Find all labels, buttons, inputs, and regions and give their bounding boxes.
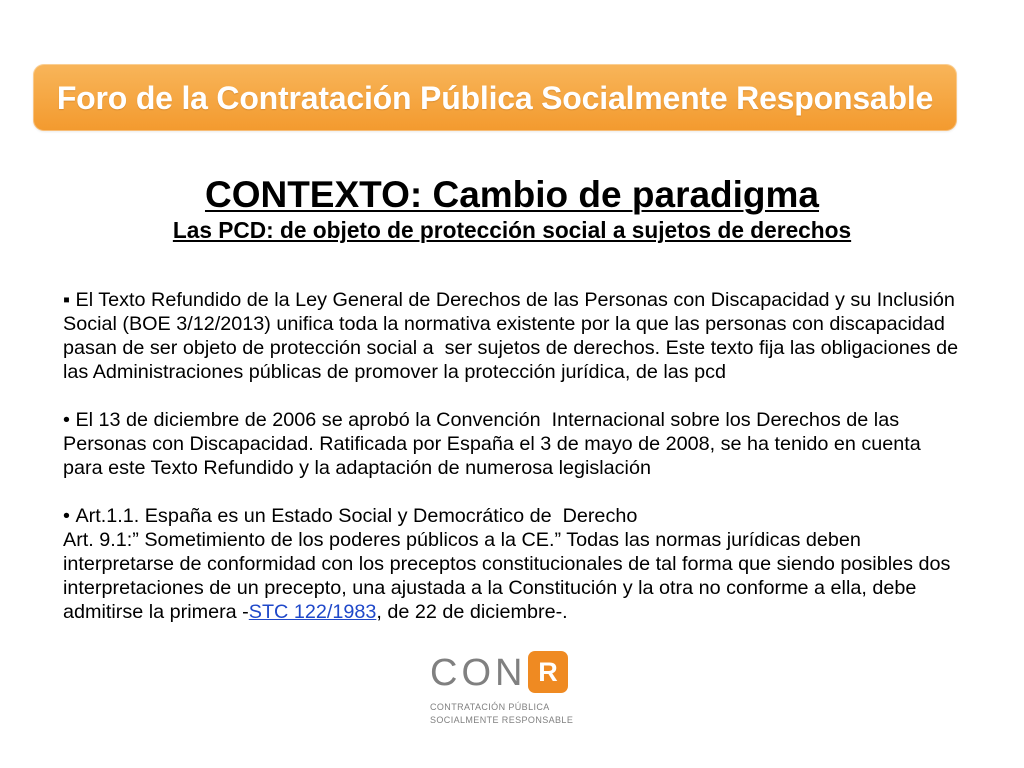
text-line bbox=[63, 504, 958, 528]
conr-logo bbox=[430, 648, 575, 730]
line-text: El 13 de diciembre de 2006 se aprobó la Convención Internacional sobre los Derechos de las bbox=[75, 409, 900, 431]
text-line bbox=[63, 552, 958, 576]
paragraph-constitucion bbox=[63, 504, 958, 624]
text-line bbox=[63, 432, 958, 456]
paragraph-ley-general bbox=[63, 288, 958, 384]
logo-tagline-line: CONTRATACIÓN PÚBLICA bbox=[430, 702, 550, 712]
line-text: Art.1.1. España es un Estado Social y Democrático de Derecho bbox=[75, 505, 638, 527]
paragraph-convencion bbox=[63, 408, 958, 480]
line-text: El Texto Refundido de la Ley General de Derechos de las Personas con Discapacidad y su Inclusión bbox=[75, 289, 955, 311]
text-line bbox=[63, 336, 958, 360]
text-line-with-link bbox=[63, 600, 958, 624]
slide-title: CONTEXTO: Cambio de paradigma bbox=[204, 174, 820, 215]
text-line bbox=[63, 408, 958, 432]
logo-wordmark: CON bbox=[430, 652, 527, 694]
line-text: para este Texto Refundido y la adaptación de numerosa legislación bbox=[63, 457, 651, 479]
bullet-dot: • bbox=[63, 505, 70, 527]
line-text: pasan de ser objeto de protección social a ser sujetos de derechos. Este texto fija las obligaciones de bbox=[63, 337, 959, 359]
logo-tagline-line: SOCIALMENTE RESPONSABLE bbox=[430, 715, 574, 725]
logo-badge-letter: R bbox=[538, 656, 558, 687]
text-line bbox=[63, 456, 958, 480]
line-text: Personas con Discapacidad. Ratificada por España el 3 de mayo de 2008, se ha tenido en cuenta bbox=[63, 433, 921, 455]
line-text: Art. 9.1:” Sometimiento de los poderes públicos a la CE.” Todas las normas jurídicas deben bbox=[63, 529, 861, 551]
slide-body bbox=[63, 288, 958, 648]
text-line bbox=[63, 360, 958, 384]
line-text: admitirse la primera - bbox=[63, 601, 249, 623]
banner-title: Foro de la Contratación Pública Socialmente Responsable bbox=[56, 79, 934, 116]
text-line bbox=[63, 576, 958, 600]
line-text: las Administraciones públicas de promover la protección jurídica, de las pcd bbox=[63, 361, 727, 383]
text-line bbox=[63, 288, 958, 312]
logo-r-badge bbox=[528, 651, 568, 693]
bullet-dot: • bbox=[63, 409, 70, 431]
text-line bbox=[63, 312, 958, 336]
slide-subtitle: Las PCD: de objeto de protección social a sujetos de derechos bbox=[172, 217, 852, 243]
stc-122-1983-link[interactable]: STC 122/1983 bbox=[248, 601, 377, 623]
header-banner bbox=[33, 64, 957, 131]
line-text: , de 22 de diciembre-. bbox=[376, 601, 568, 623]
bullet-square: ▪ bbox=[63, 289, 71, 311]
line-text: Social (BOE 3/12/2013) unifica toda la normativa existente por la que las personas con discapacidad bbox=[63, 313, 945, 335]
text-line bbox=[63, 528, 958, 552]
line-text: interpretaciones de un precepto, una ajustada a la Constitución y la otra no conforme a ella, debe bbox=[63, 577, 917, 599]
line-text: interpretarse de conformidad con los preceptos constitucionales de tal forma que siendo posibles dos bbox=[63, 553, 951, 575]
